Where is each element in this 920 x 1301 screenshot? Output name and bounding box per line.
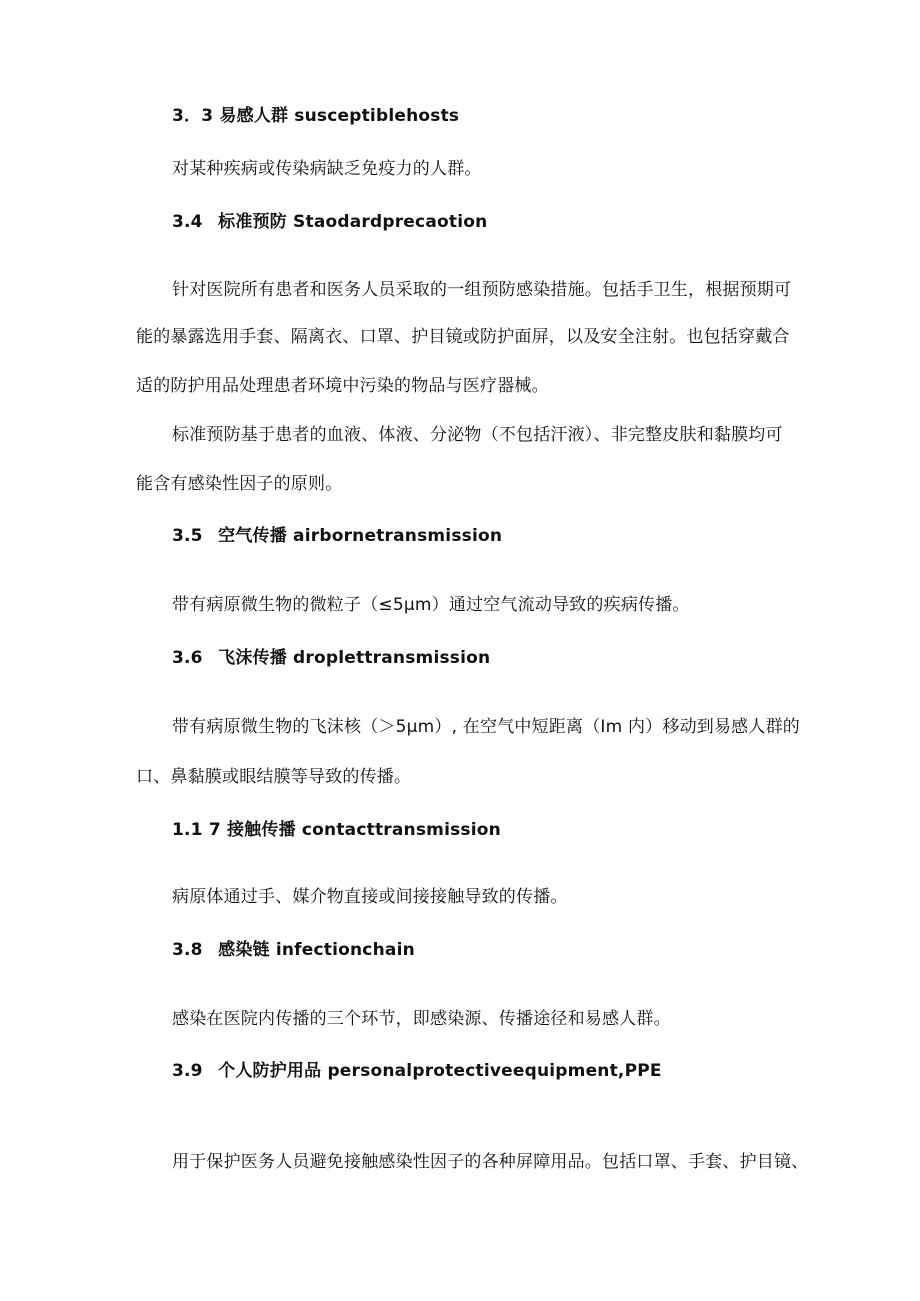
section-heading-3-3 [172,105,459,127]
heading-text: 标准预防 Staodardprecaotion [218,212,488,232]
paragraph-line: 带有病原微生物的微粒子（≤5μm）通过空气流动导致的疾病传播。 [172,595,690,615]
section-heading-3-4 [172,211,487,233]
section-heading-1-1-7 [172,819,501,841]
heading-text: 3．3 易感人群 susceptiblehosts [172,106,460,126]
paragraph-line: 针对医院所有患者和医务人员采取的一组预防感染措施。包括手卫生，根据预期可 [172,280,792,300]
paragraph-line: 标准预防基于患者的血液、体液、分泌物（不包括汗液）、非完整皮肤和黏膜均可 [172,425,783,445]
heading-number: 3.4 [172,212,203,232]
paragraph-line: 对某种疾病或传染病缺乏免疫力的人群。 [172,159,482,179]
paragraph-line: 带有病原微生物的飞沫核（＞5μm）, 在空气中短距离（Im 内）移动到易感人群的 [172,717,800,737]
paragraph-line: 能含有感染性因子的原则。 [136,474,343,494]
paragraph-line: 能的暴露选用手套、隔离衣、口罩、护目镜或防护面屏，以及安全注射。也包括穿戴合 [136,327,790,347]
paragraph-line: 口、鼻黏膜或眼结膜等导致的传播。 [136,767,412,787]
heading-number: 3.6 [172,648,203,668]
heading-text: 飞沫传播 droplettransmission [218,648,491,668]
paragraph-line: 感染在医院内传播的三个环节，即感染源、传播途径和易感人群。 [172,1009,671,1029]
paragraph-line: 用于保护医务人员避免接触感染性因子的各种屏障用品。包括口罩、手套、护目镜、 [172,1152,809,1172]
heading-text: 感染链 infectionchain [218,940,415,960]
section-heading-3-8 [172,939,415,961]
section-heading-3-9 [172,1060,662,1082]
heading-text: 1.1 7 接触传播 contacttransmission [172,820,501,840]
paragraph-line: 病原体通过手、媒介物直接或间接接触导致的传播。 [172,887,568,907]
section-heading-3-5 [172,525,502,547]
heading-number: 3.8 [172,940,203,960]
heading-text: 个人防护用品 personalprotectiveequipment,PPE [218,1061,662,1081]
heading-text: 空气传播 airbornetransmission [218,526,503,546]
section-heading-3-6 [172,647,490,669]
paragraph-line: 适的防护用品处理患者环境中污染的物品与医疗器械。 [136,376,549,396]
heading-number: 3.5 [172,526,203,546]
heading-number: 3.9 [172,1061,203,1081]
